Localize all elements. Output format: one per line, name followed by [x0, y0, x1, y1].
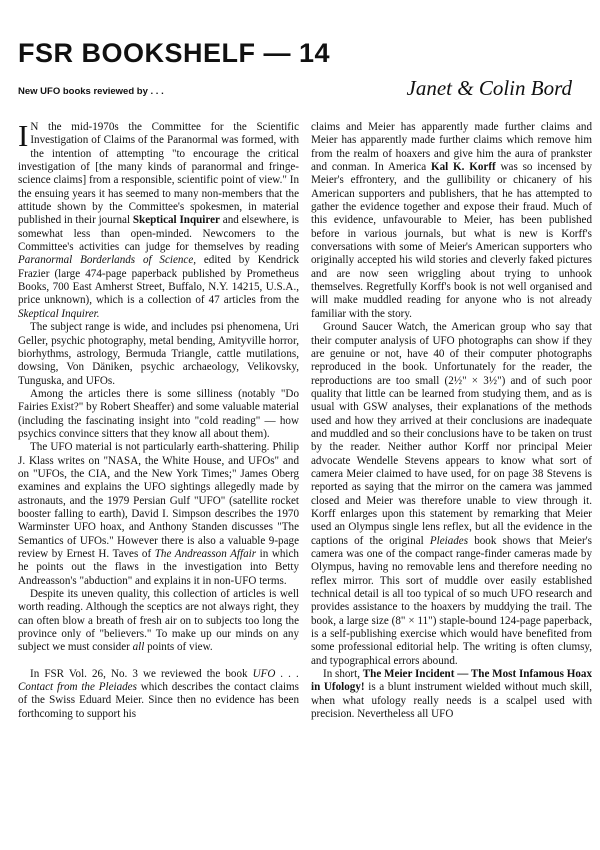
text-run: and elsewhere, is somewhat less than open-minded. Newcomers to the Committee's activities can judge for themselves by reading — [18, 214, 299, 254]
paragraph-korff — [311, 121, 592, 321]
text-run: Ground Saucer Watch, the American group who say that their computer analysis of UFO photographs can show if they are genuine or not, have 40 of their computer photographs reproduced in the book. Unfortunately for the reader, the reproductions are too small (2½" × 3½") and of such poor quality that little can be learned from studying them, and as is usual with GSW analyses, their explanations of the methods used and how they arrived at their conclusions are inadequate and muddled and so their conclusions have to be taken on trust by the reader. Neither author Korff nor principal Meier advocate Wendelle Stevens appears to know what sort of camera Meier claimed to have used, for on page 38 Stevens is reported as saying that the mirror on the camera was jammed closed and Meier was therefore unable to view through it. Korff enlarges upon this statement by remarking that Meier used an Olympus single lens reflex, but all the evidence in the captions of the original — [311, 321, 592, 547]
book-title: Pleiades — [429, 534, 469, 547]
left-column — [18, 121, 299, 836]
book-title: The Meier Incident — The Most Infamous Hoax in Ufology! — [311, 668, 592, 694]
paragraph-verdict — [18, 588, 299, 655]
text-run: In short, — [323, 668, 363, 681]
paragraph-intro — [18, 121, 299, 321]
text-run: book shows that Meier's camera was one of the compact range-finder cameras made by Olympus, having no removable lens and therefore needing no reflex mirror. This sort of muddle over easily established technical detail is all too typical of so much UFO research and provides assistance to the hoaxers by muddying the trail. The book, a large size (8" × 11") staple-bound 124-page paperback, is a self-publishing exercise which would have benefited from some professional editorial help. The writing is often clumsy, and typographical errors abound. — [311, 534, 592, 667]
book-title: The Andreasson Affair — [154, 548, 257, 560]
paragraph-ufo-material — [18, 441, 299, 588]
text-run: claims and Meier has apparently made further claims and Meier has apparently made further claims which remove him from the realm of hoaxers and give him the aura of prankster and conman. In America — [311, 121, 592, 174]
author-byline: Janet & Colin Bord — [406, 76, 572, 100]
drop-cap: I — [18, 121, 29, 153]
text-run: Despite its uneven quality, this collection of articles is well worth reading. Although the sceptics are not always right, they can often blow a breath of fresh air on to subjects too long the province only of "believers." To make up our minds on any subject we must consider — [18, 588, 299, 654]
text-run: which describes the contact claims of the Swiss Eduard Meier. Since then no evidence has been forthcoming to support his — [18, 681, 299, 720]
journal-title: Skeptical Inquirer — [132, 214, 220, 227]
emphasis: all — [132, 641, 145, 654]
author-name: Kal K. Korff — [430, 161, 496, 174]
paragraph-gsw — [311, 321, 592, 668]
page-title: FSR BOOKSHELF — 14 — [18, 38, 331, 68]
text-run: The UFO material is not particularly earth-shattering. Philip J. Klass writes on "NASA, the White House, and UFOs" and on "UFOs, the CIA, and the New York Times;" James Oberg examines and explains the UFO sightings allegedly made by astronauts, and the 1979 Persian Gulf "UFO" (satellite rocket booster falling to earth), David I. Simpson describes the 1970 Warminster UFO hoax, and Anthony Standen discusses "The Semantics of UFOs." However there is also a valuable 9-page review by Ernest H. Taves of — [18, 441, 299, 560]
paragraph-subjects: The subject range is wide, and includes psi phenomena, Uri Geller, psychic photography, metal bending, Amityville horror, biorhythms, astrology, Bermuda Triangle, cattle mutilations, dowsing, Von Däniken, psychic archaeology, Velikovsky, Tunguska, and UFOs. — [18, 321, 299, 387]
text-run: points of view. — [144, 641, 213, 654]
paragraph-in-short — [311, 668, 592, 721]
text-run: was so incensed by Meier's effrontery, and the gullibility or chicanery of his American supporters and publishers, that he has attempted to gather the evidence together and expose their fraud. Much of this evidence, unfavourable to Meier, has been published before in various journals, but what is new is Korff's conversations with some of Meier's American supporters who originally accepted his wild stories and cleverly faked pictures and are now seen wriggling about trying to unhook themselves. Regretfully Korff's book is not well organised and will make muddled reading for anyone who is not already familiar with the story. — [311, 161, 592, 320]
book-title: Paranormal Borderlands of Science, — [18, 254, 197, 267]
text-run: in which he points out the flaws in the investigation into Betty Andreasson's "abduction" and explains it in non-UFO terms. — [18, 548, 299, 587]
book-title: UFO . . . Contact from the Pleiades — [18, 667, 299, 694]
section-subtitle: New UFO books reviewed by . . . — [18, 86, 164, 97]
paragraph-articles: Among the articles there is some silliness (notably "Do Fairies Exist?" by Robert Sheaffer) and some valuable material (including the fascinating insight into "cold reading" — how psychics convince sitters that they know all about them). — [18, 387, 299, 440]
text-run: edited by Kendrick Frazier (large 474-page paperback published by Prometheus Books, 700 East Amherst Street, Buffalo, N.Y. 14215, U.S.A., price unknown), which is a collection of 47 articles from the — [18, 254, 299, 307]
text-run: In FSR Vol. 26, No. 3 we reviewed the book — [30, 667, 253, 680]
paragraph-meier-intro — [18, 668, 299, 721]
text-run: is a blunt instrument wielded without much skill, when what ufology really needs is a scalpel used with precision. Nevertheless all UFO — [311, 681, 592, 721]
right-column — [311, 121, 592, 836]
journal-title: Skeptical Inquirer. — [18, 307, 100, 320]
text-run: N the mid-1970s the Committee for the Scientific Investigation of Claims of the Paranormal was formed, with the intention of attempting "to encourage the critical investigation of [the many kinds of paranormal and fringe-science claims] from a responsible, scientific point of view." In the ensuing years it has seemed to many non-members that the attitude shown by the Committee's spokesmen, in material published in their journal — [18, 121, 299, 227]
